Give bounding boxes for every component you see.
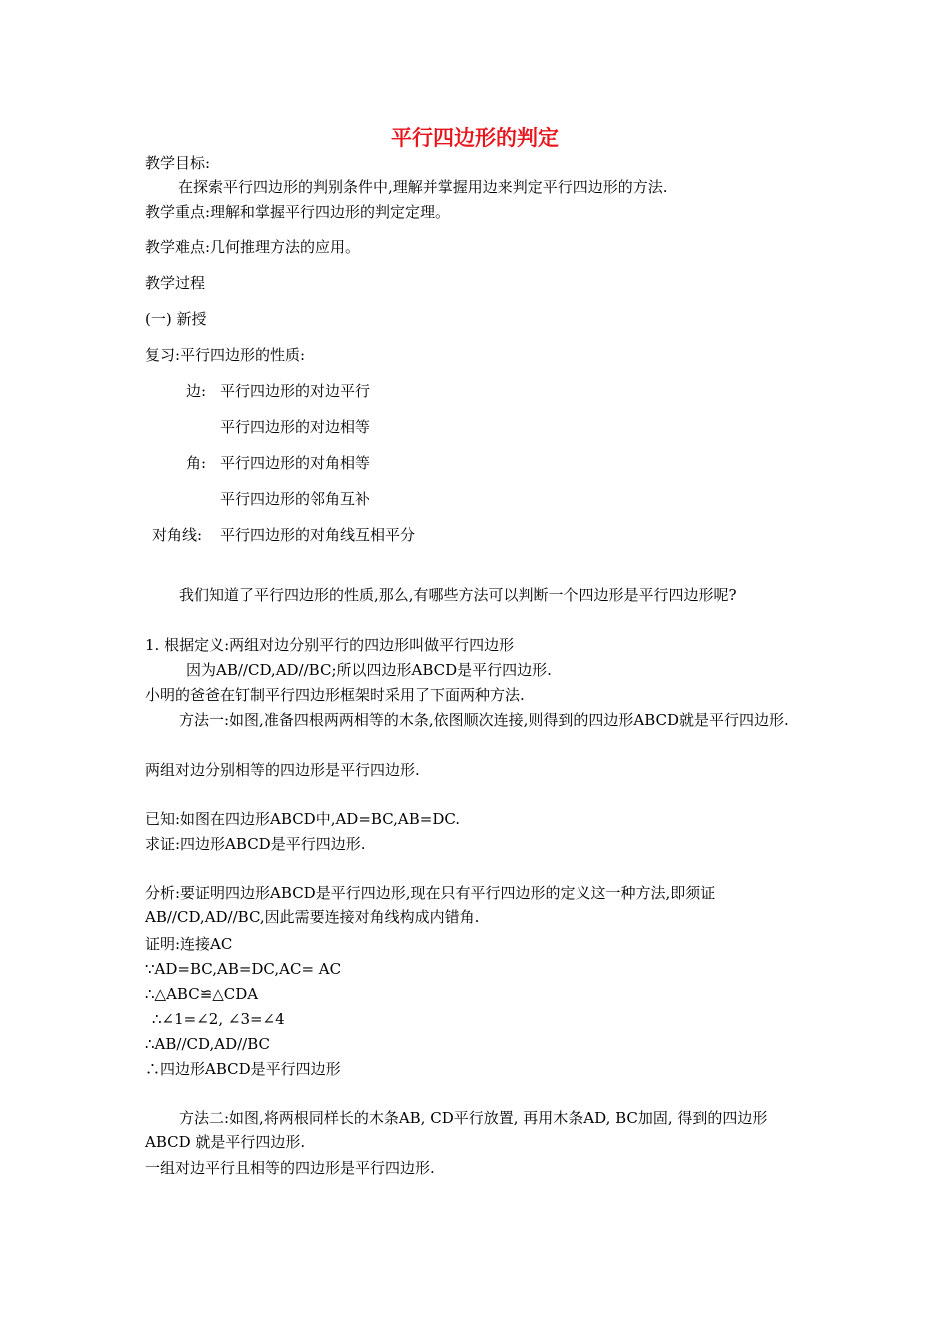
proof-step: 证明:连接AC [145,935,233,953]
method-two: 方法二:如图,将两根同样长的木条AB, CD平行放置, 再用木条AD, BC加固, 得到的四边形ABCD 就是平行四边形. [145,1109,768,1151]
goals-heading: 教学目标: [145,154,211,172]
review-heading: 复习:平行四边形的性质: [145,346,306,364]
side-label: 边: [186,382,207,400]
intro-paragraph: 我们知道了平行四边形的性质,那么,有哪些方法可以判断一个四边形是平行四边形呢? [179,586,737,604]
diagonal-label: 对角线: [152,526,203,544]
property-angle-1: 平行四边形的对角相等 [220,454,371,472]
key-point: 教学重点:理解和掌握平行四边形的判定定理。 [145,203,451,221]
property-side-1: 平行四边形的对边平行 [220,382,371,400]
method-two-conclusion: 一组对边平行且相等的四边形是平行四边形. [145,1159,435,1177]
property-diagonal-1: 平行四边形的对角线互相平分 [220,526,416,544]
goals-text: 在探索平行四边形的判别条件中,理解并掌握用边来判定平行四边形的方法. [178,178,668,196]
property-side-2: 平行四边形的对边相等 [220,418,371,436]
prove-statement: 求证:四边形ABCD是平行四边形. [145,835,366,853]
proof-step: ∴AB//CD,AD//BC [145,1035,270,1053]
analysis-paragraph: 分析:要证明四边形ABCD是平行四边形,现在只有平行四边形的定义这一种方法,即须证AB//CD,AD//BC,因此需要连接对角线构成内错角. [145,884,716,926]
difficulty: 教学难点:几何推理方法的应用。 [145,238,361,256]
section-one: (一) 新授 [145,310,207,328]
definition-example: 因为AB//CD,AD//BC;所以四边形ABCD是平行四边形. [186,661,552,679]
process-heading: 教学过程 [145,274,206,292]
document-title: 平行四边形的判定 [391,126,559,150]
proof-step: ∵AD=BC,AB=DC,AC= AC [145,960,342,978]
xiaoming-text: 小明的爸爸在钉制平行四边形框架时采用了下面两种方法. [145,686,525,704]
angle-label: 角: [186,454,207,472]
property-angle-2: 平行四边形的邻角互补 [220,490,371,508]
proof-step: ∴∠1=∠2, ∠3=∠4 [152,1010,285,1028]
method-one-conclusion: 两组对边分别相等的四边形是平行四边形. [145,761,420,779]
given-statement: 已知:如图在四边形ABCD中,AD=BC,AB=DC. [145,810,461,828]
proof-step: ∴四边形ABCD是平行四边形 [145,1060,341,1078]
method-one: 方法一:如图,准备四根两两相等的木条,依图顺次连接,则得到的四边形ABCD就是平行四边形. [179,711,789,729]
proof-step: ∴△ABC≌△CDA [145,985,259,1003]
definition-item: 1. 根据定义:两组对边分别平行的四边形叫做平行四边形 [145,636,515,654]
